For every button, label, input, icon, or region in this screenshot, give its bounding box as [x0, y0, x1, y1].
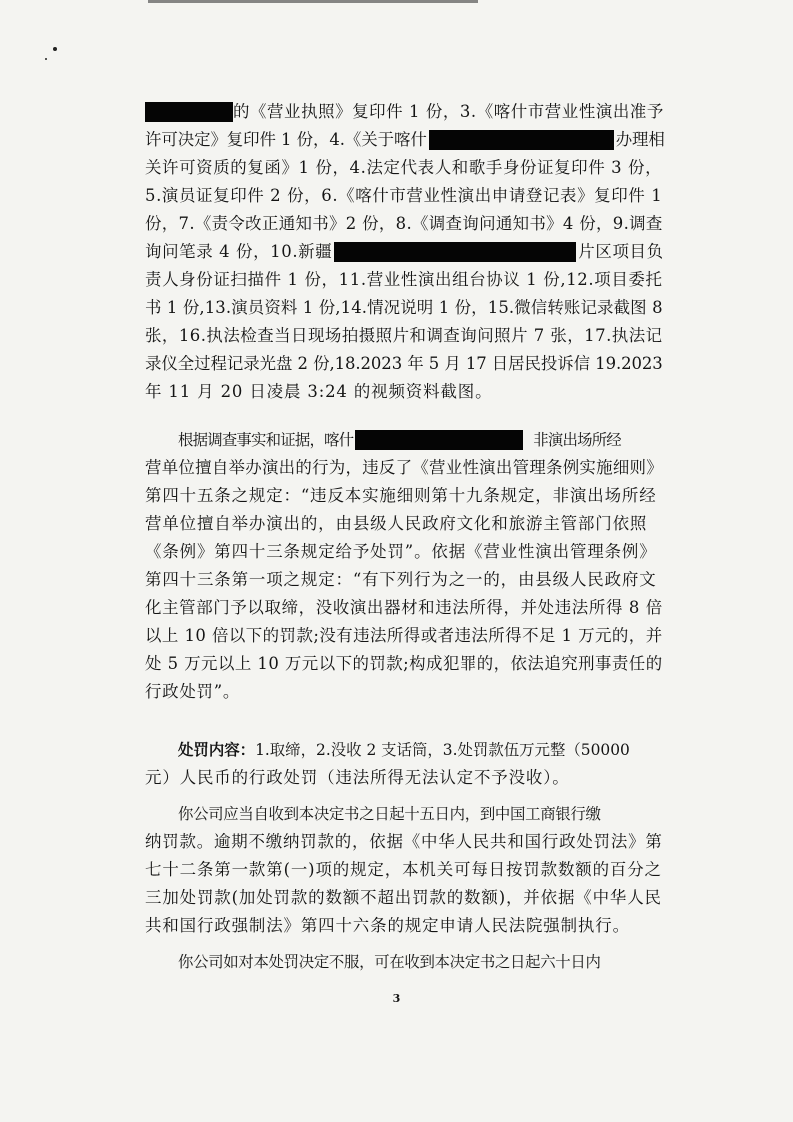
body-line: 处 5 万元以上 10 万元以下的罚款;构成犯罪的，依法追究刑事责任的 [145, 654, 663, 673]
body-line: 三加处罚款(加处罚款的数额不超出罚款的数额)，并依据《中华人民 [145, 888, 662, 907]
body-line: 关许可资质的复函》1 份，4.法定代表人和歌手身份证复印件 3 份， [145, 158, 663, 177]
body-line: 5.演员证复印件 2 份，6.《喀什市营业性演出申请登记表》复印件 1 [145, 186, 663, 205]
body-line: 处罚内容：1.取缔，2.没收 2 支话筒，3.处罚款伍万元整（50000 [178, 736, 698, 764]
body-line: 行政处罚”。 [145, 682, 241, 701]
redaction-bar [145, 102, 233, 122]
body-line: 责人身份证扫描件 1 份，11.营业性演出组台协议 1 份,12.项目委托 [145, 270, 663, 289]
body-line: 你公司应当自收到本决定书之日起十五日内，到中国工商银行缴 [178, 805, 601, 823]
body-line: 纳罚款。逾期不缴纳罚款的，依据《中华人民共和国行政处罚法》第 [145, 832, 663, 851]
redaction-bar [334, 242, 576, 262]
body-line: 书 1 份,13.演员资料 1 份,14.情况说明 1 份，15.微信转账记录截图 8 [145, 298, 663, 317]
body-line: 《条例》第四十三条规定给予处罚”。依据《营业性演出管理条例》 [145, 542, 657, 561]
body-line: 化主管部门予以取缔，没收演出器材和违法所得，并处违法所得 8 倍 [145, 598, 663, 617]
redaction-bar [355, 430, 523, 450]
scan-top-edge [148, 0, 478, 3]
body-line: 第四十五条之规定：“违反本实施细则第十九条规定，非演出场所经 [145, 486, 657, 505]
penalty-heading: 处罚内容： [178, 741, 256, 759]
body-line: 营单位擅自举办演出的，由县级人民政府文化和旅游主管部门依照 [145, 514, 648, 533]
body-line: 份，7.《责令改正通知书》2 份，8.《调查询问通知书》4 份，9.调查 [145, 214, 663, 233]
body-line: 七十二条第一款第(一)项的规定，本机关可每日按罚款数额的百分之 [145, 860, 662, 879]
redaction-bar [429, 130, 614, 150]
body-line: 的《营业执照》复印件 1 份，3.《喀什市营业性演出准予 [145, 98, 665, 126]
page-number: 3 [392, 992, 401, 1005]
body-line: 询问笔录 4 份，10.新疆 片区项目负 [145, 242, 664, 261]
body-line: 张，16.执法检查当日现场拍摄照片和调查询问照片 7 张，17.执法记 [145, 326, 663, 345]
body-line: 第四十三条第一项之规定：“有下列行为之一的，由县级人民政府文 [145, 570, 657, 589]
body-line: 根据调查事实和证据，喀什 非演出场所经 [178, 431, 621, 449]
body-line: 元）人民币的行政处罚（违法所得无法认定不予没收）。 [145, 768, 570, 787]
body-line: 你公司如对本处罚决定不服，可在收到本决定书之日起六十日内 [178, 953, 601, 971]
body-line: 录仪全过程记录光盘 2 份,18.2023 年 5 月 17 日居民投诉信 19.2023 [145, 354, 663, 373]
scan-speck [45, 58, 47, 60]
scan-speck [53, 47, 57, 51]
body-line: 年 11 月 20 日凌晨 3:24 的视频资料截图。 [145, 382, 493, 401]
body-line: 共和国行政强制法》第四十六条的规定申请人民法院强制执行。 [145, 916, 630, 935]
body-line: 营单位擅自举办演出的行为，违反了《营业性演出管理条例实施细则》 [145, 458, 663, 477]
body-line: 许可决定》复印件 1 份，4.《关于喀什 办理相 [145, 130, 665, 149]
body-line: 以上 10 倍以下的罚款;没有违法所得或者违法所得不足 1 万元的，并 [145, 626, 663, 645]
